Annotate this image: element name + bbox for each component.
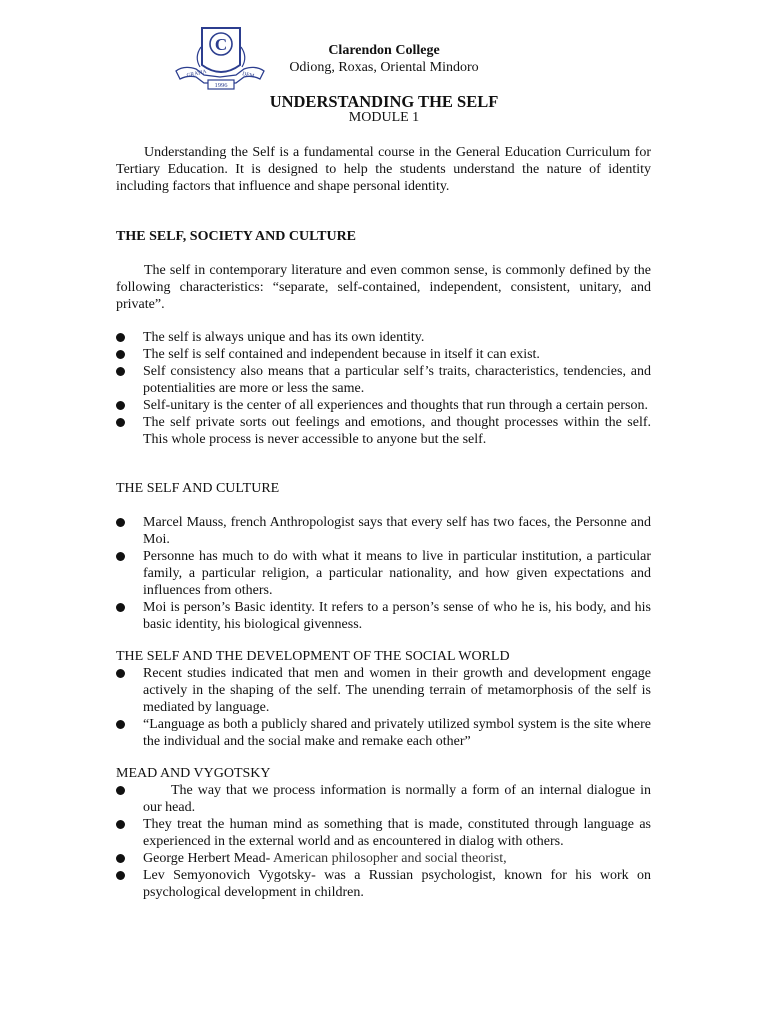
bullet-icon (116, 552, 125, 561)
list-item: Self consistency also means that a particular self’s traits, characteristics, tendencies, and potentialities are more or less the same. (116, 363, 651, 397)
logo-year: 1996 (214, 82, 228, 89)
list-item: They treat the human mind as something that is made, constituted through language as experienced in the external world and as encountered in dialog with others. (116, 816, 651, 850)
bullet-icon (116, 350, 125, 359)
bullet-icon (116, 367, 125, 376)
list-item: The way that we process information is normally a form of an internal dialogue in our head. (116, 782, 651, 816)
list-item: Recent studies indicated that men and women in their growth and development engage actively in the shaping of the self. The unending terrain of metamorphosis of the self is mediated by language. (116, 665, 651, 716)
college-name: Clarendon College (328, 43, 440, 58)
bullet-icon (116, 871, 125, 880)
section1-paragraph: The self in contemporary literature and even common sense, is commonly defined by the following characteristics: “separate, self-contained, independent, consistent, unitary, and private”. (116, 263, 651, 312)
section-heading-self-society-culture: THE SELF, SOCIETY AND CULTURE (116, 229, 357, 244)
section1-bullet-list (116, 329, 651, 448)
list-item: The self private sorts out feelings and emotions, and thought processes within the self. This whole process is never accessible to anyone but the self. (116, 414, 651, 448)
list-item: “Language as both a publicly shared and privately utilized symbol system is the site where the individual and the social make and remake each other” (116, 716, 651, 750)
bullet-icon (116, 854, 125, 863)
section-heading-social-world: THE SELF AND THE DEVELOPMENT OF THE SOCIAL WORLD (116, 649, 510, 664)
document-title: UNDERSTANDING THE SELF (269, 92, 499, 111)
bullet-icon (116, 820, 125, 829)
section-heading-self-and-culture: THE SELF AND CULTURE (116, 481, 280, 496)
section4-bullet-list (116, 782, 651, 901)
logo-ribbon-right: DEM (241, 71, 255, 80)
section-heading-mead-vygotsky: MEAD AND VYGOTSKY (116, 766, 271, 781)
logo-ribbon-left: GRATIA (186, 68, 208, 79)
section3-bullet-list (116, 665, 651, 750)
list-item: The self is always unique and has its own identity. (116, 329, 651, 346)
logo-letter: C (214, 35, 228, 54)
list-item: George Herbert Mead- American philosopher and social theorist, (116, 850, 651, 867)
bullet-icon (116, 786, 125, 795)
bullet-icon (116, 669, 125, 678)
list-item: Moi is person’s Basic identity. It refers to a person’s sense of who he is, his body, and his basic identity, his biological givenness. (116, 599, 651, 633)
list-item: Lev Semyonovich Vygotsky- was a Russian psychologist, known for his work on psychological development in children. (116, 867, 651, 901)
intro-paragraph: Understanding the Self is a fundamental course in the General Education Curriculum for Tertiary Education. It is designed to help the students understand the nature of identity including factors that influence and shape personal identity. (116, 145, 651, 194)
list-item: Marcel Mauss, french Anthropologist says that every self has two faces, the Personne and Moi. (116, 514, 651, 548)
college-address: Odiong, Roxas, Oriental Mindoro (289, 60, 479, 75)
bullet-icon (116, 720, 125, 729)
bullet-icon (116, 401, 125, 410)
section2-bullet-list (116, 514, 651, 633)
bullet-icon (116, 333, 125, 342)
list-item: Personne has much to do with what it means to live in particular institution, a particular family, a particular religion, a particular nationality, and how given expectations and influences from others. (116, 548, 651, 599)
bullet-icon (116, 603, 125, 612)
bullet-icon (116, 418, 125, 427)
list-item: The self is self contained and independent because in itself it can exist. (116, 346, 651, 363)
bullet-icon (116, 518, 125, 527)
module-label: MODULE 1 (348, 110, 420, 125)
list-item: Self-unitary is the center of all experiences and thoughts that run through a certain person. (116, 397, 651, 414)
